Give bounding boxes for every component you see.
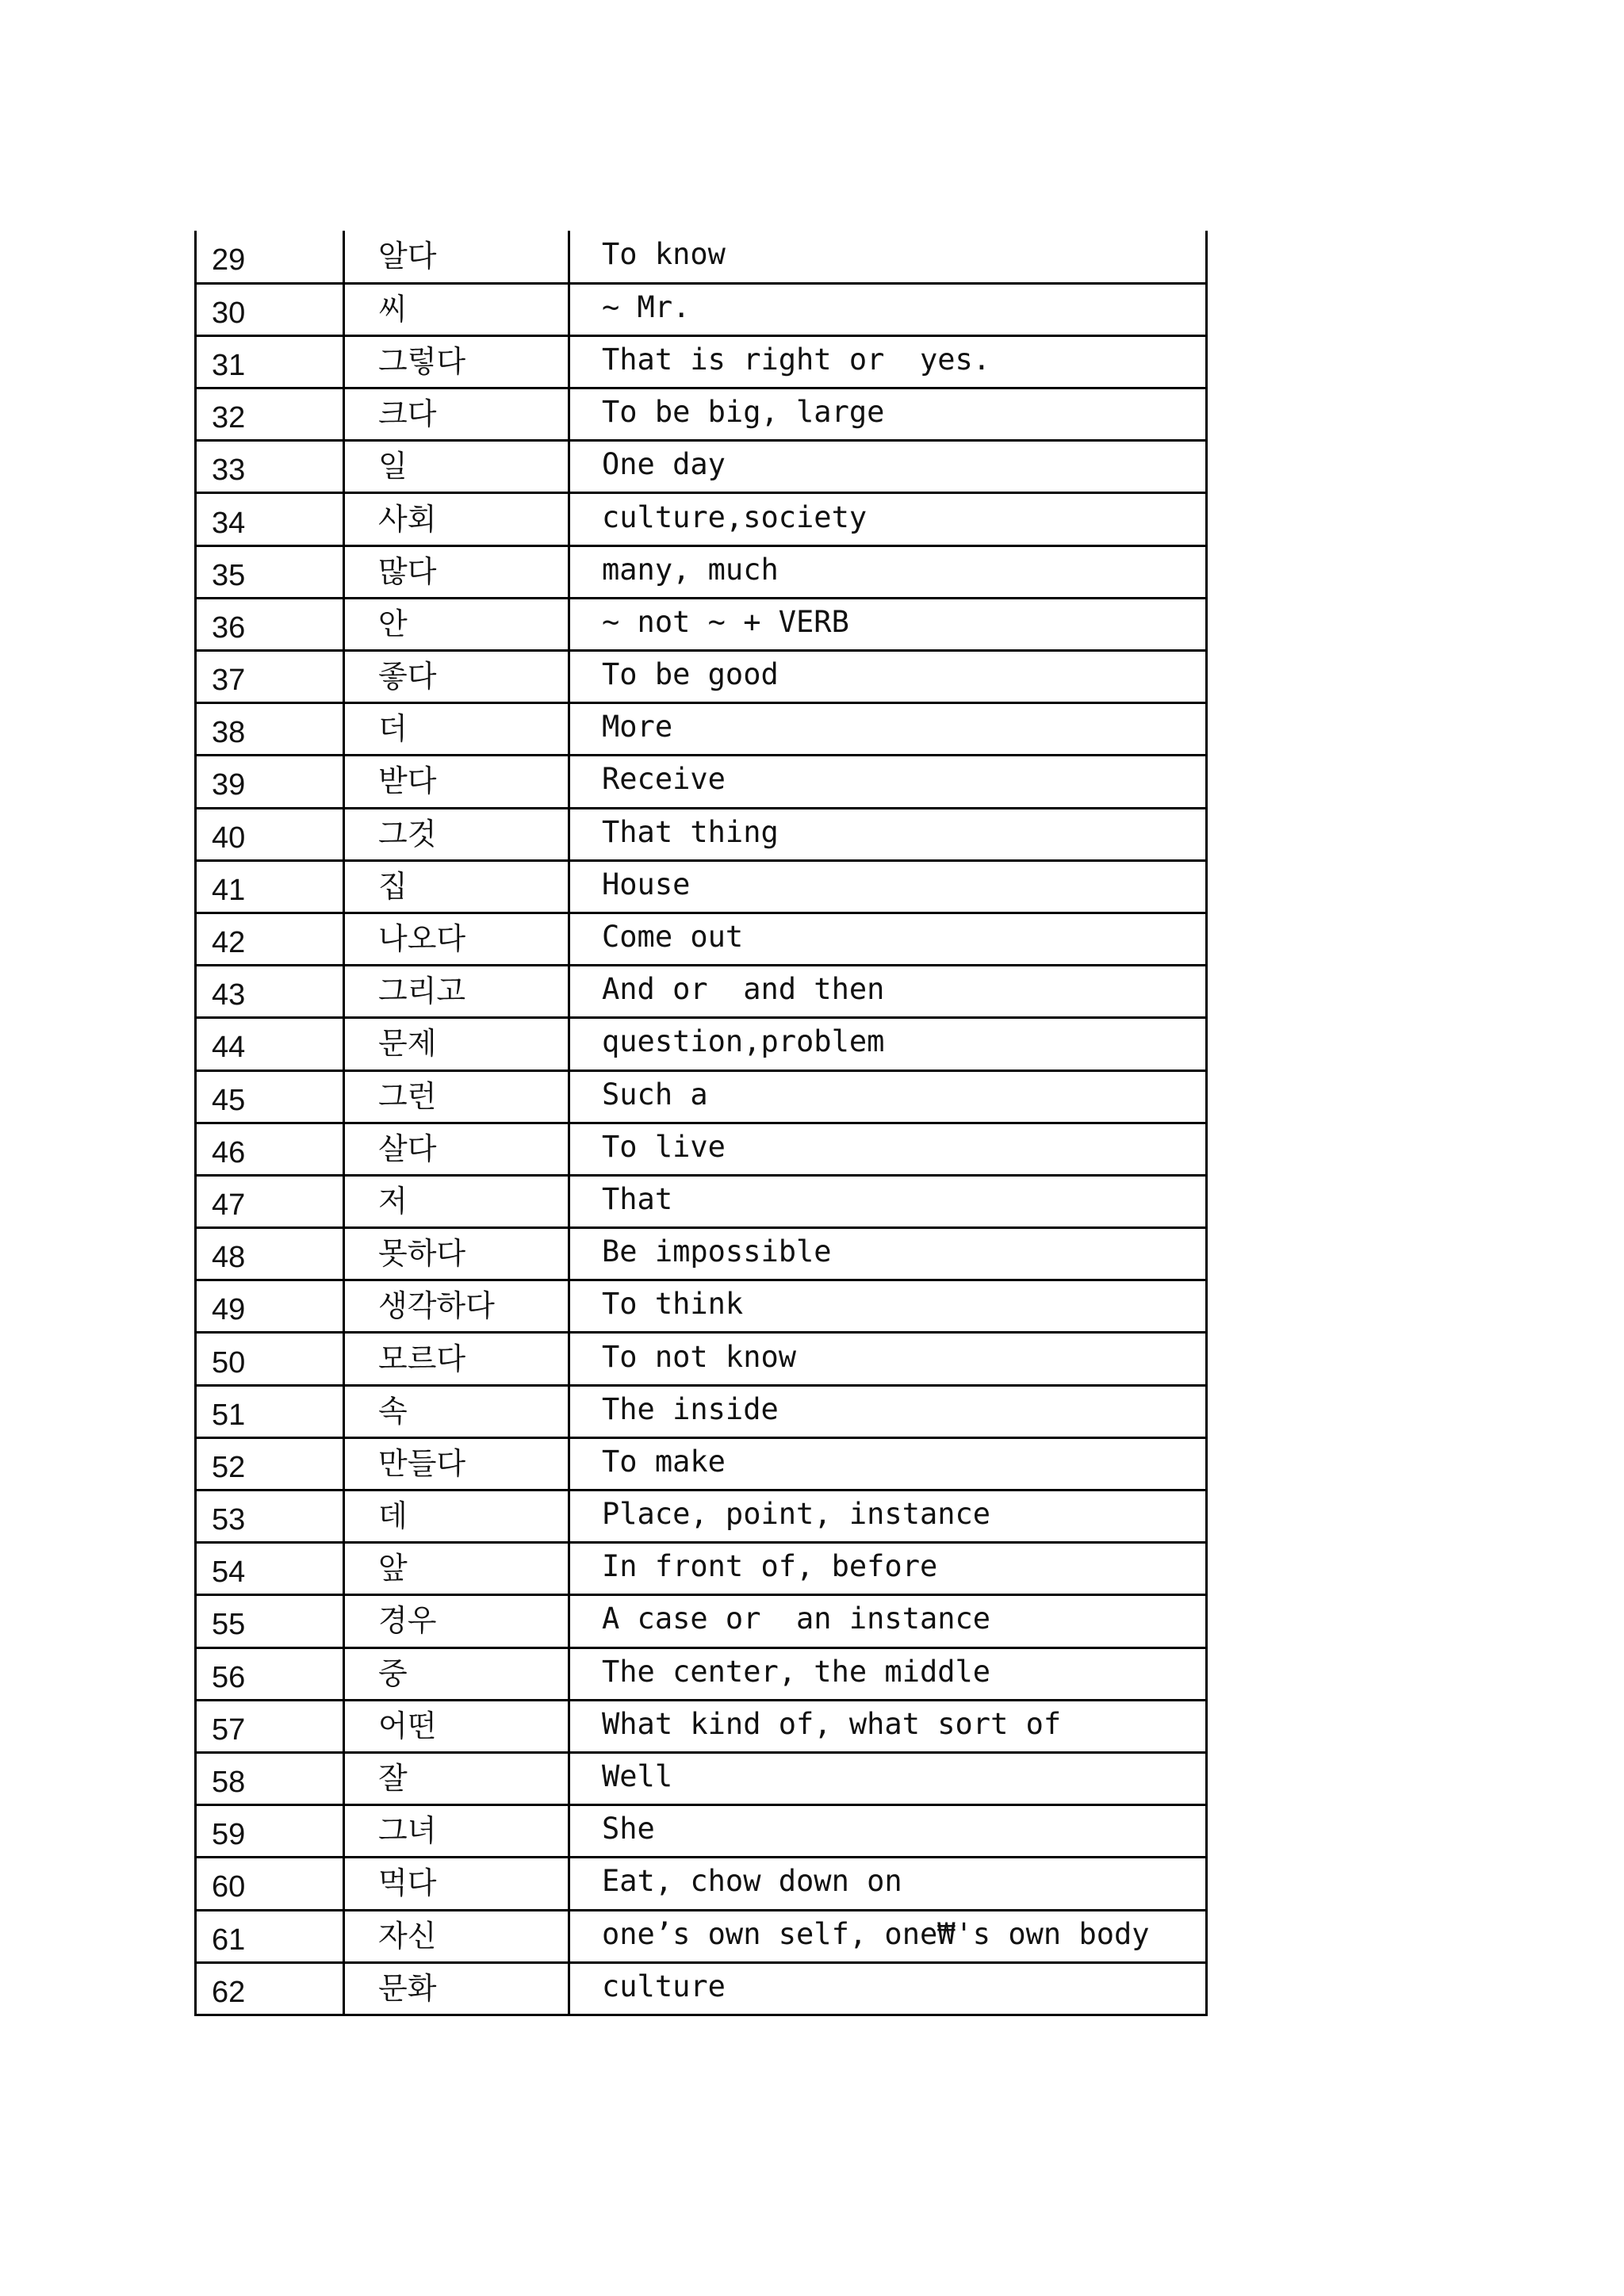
korean-word: 저 xyxy=(344,1175,569,1227)
korean-word: 잘 xyxy=(344,1752,569,1804)
entry-number: 37 xyxy=(196,651,344,703)
korean-word: 데 xyxy=(344,1490,569,1543)
entry-number: 29 xyxy=(196,231,344,283)
entry-number: 40 xyxy=(196,808,344,860)
table-row xyxy=(196,1333,1207,1385)
korean-word: 문화 xyxy=(344,1962,569,2015)
table-row xyxy=(196,598,1207,650)
table-row xyxy=(196,860,1207,913)
table-row xyxy=(196,1962,1207,2015)
entry-number: 60 xyxy=(196,1858,344,1910)
english-meaning: Well xyxy=(569,1752,1207,1804)
entry-number: 48 xyxy=(196,1228,344,1280)
korean-word: 생각하다 xyxy=(344,1280,569,1333)
korean-word: 크다 xyxy=(344,388,569,441)
entry-number: 31 xyxy=(196,335,344,388)
table-row xyxy=(196,388,1207,441)
vocabulary-table xyxy=(194,231,1208,2016)
table-row xyxy=(196,703,1207,756)
english-meaning: To not know xyxy=(569,1333,1207,1385)
table-row xyxy=(196,493,1207,545)
korean-word: 그렇다 xyxy=(344,335,569,388)
korean-word: 좋다 xyxy=(344,651,569,703)
korean-word: 살다 xyxy=(344,1123,569,1175)
korean-word: 많다 xyxy=(344,545,569,598)
korean-word: 그런 xyxy=(344,1070,569,1123)
korean-word: 사회 xyxy=(344,493,569,545)
table-row xyxy=(196,1228,1207,1280)
entry-number: 44 xyxy=(196,1018,344,1070)
korean-word: 그녀 xyxy=(344,1805,569,1858)
entry-number: 51 xyxy=(196,1385,344,1437)
entry-number: 56 xyxy=(196,1647,344,1700)
korean-word: 경우 xyxy=(344,1595,569,1647)
entry-number: 59 xyxy=(196,1805,344,1858)
korean-word: 어떤 xyxy=(344,1700,569,1752)
entry-number: 39 xyxy=(196,756,344,808)
entry-number: 34 xyxy=(196,493,344,545)
table-row xyxy=(196,1385,1207,1437)
korean-word: 중 xyxy=(344,1647,569,1700)
entry-number: 43 xyxy=(196,966,344,1018)
table-row xyxy=(196,1910,1207,1962)
korean-word: 속 xyxy=(344,1385,569,1437)
entry-number: 61 xyxy=(196,1910,344,1962)
korean-word: 받다 xyxy=(344,756,569,808)
entry-number: 30 xyxy=(196,283,344,335)
table-row xyxy=(196,1175,1207,1227)
table-row xyxy=(196,441,1207,493)
korean-word: 문제 xyxy=(344,1018,569,1070)
english-meaning: To live xyxy=(569,1123,1207,1175)
english-meaning: culture,society xyxy=(569,493,1207,545)
english-meaning: Place, point, instance xyxy=(569,1490,1207,1543)
english-meaning: culture xyxy=(569,1962,1207,2015)
english-meaning: One day xyxy=(569,441,1207,493)
korean-word: 나오다 xyxy=(344,913,569,965)
english-meaning: Be impossible xyxy=(569,1228,1207,1280)
table-row xyxy=(196,231,1207,283)
english-meaning: To know xyxy=(569,231,1207,283)
korean-word: 일 xyxy=(344,441,569,493)
korean-word: 못하다 xyxy=(344,1228,569,1280)
table-row xyxy=(196,1018,1207,1070)
table-row xyxy=(196,651,1207,703)
table-row xyxy=(196,1437,1207,1490)
english-meaning: To be good xyxy=(569,651,1207,703)
entry-number: 49 xyxy=(196,1280,344,1333)
table-row xyxy=(196,1805,1207,1858)
table-row xyxy=(196,1543,1207,1595)
english-meaning: To be big, large xyxy=(569,388,1207,441)
vocabulary-table-body xyxy=(196,231,1207,2015)
english-meaning: To think xyxy=(569,1280,1207,1333)
table-row xyxy=(196,1752,1207,1804)
english-meaning: That xyxy=(569,1175,1207,1227)
korean-word: 자신 xyxy=(344,1910,569,1962)
entry-number: 35 xyxy=(196,545,344,598)
entry-number: 55 xyxy=(196,1595,344,1647)
english-meaning: Such a xyxy=(569,1070,1207,1123)
entry-number: 36 xyxy=(196,598,344,650)
entry-number: 52 xyxy=(196,1437,344,1490)
table-row xyxy=(196,966,1207,1018)
korean-word: 만들다 xyxy=(344,1437,569,1490)
korean-word: 앞 xyxy=(344,1543,569,1595)
english-meaning: The inside xyxy=(569,1385,1207,1437)
table-row xyxy=(196,335,1207,388)
table-row xyxy=(196,756,1207,808)
english-meaning: House xyxy=(569,860,1207,913)
table-row xyxy=(196,283,1207,335)
entry-number: 47 xyxy=(196,1175,344,1227)
english-meaning: That thing xyxy=(569,808,1207,860)
english-meaning: Come out xyxy=(569,913,1207,965)
table-row xyxy=(196,1858,1207,1910)
korean-word: 집 xyxy=(344,860,569,913)
entry-number: 38 xyxy=(196,703,344,756)
table-row xyxy=(196,913,1207,965)
table-row xyxy=(196,808,1207,860)
table-row xyxy=(196,1070,1207,1123)
entry-number: 57 xyxy=(196,1700,344,1752)
english-meaning: And or and then xyxy=(569,966,1207,1018)
entry-number: 46 xyxy=(196,1123,344,1175)
korean-word: 더 xyxy=(344,703,569,756)
english-meaning: question,problem xyxy=(569,1018,1207,1070)
table-row xyxy=(196,1490,1207,1543)
english-meaning: She xyxy=(569,1805,1207,1858)
english-meaning: What kind of, what sort of xyxy=(569,1700,1207,1752)
korean-word: 알다 xyxy=(344,231,569,283)
english-meaning: In front of, before xyxy=(569,1543,1207,1595)
english-meaning: To make xyxy=(569,1437,1207,1490)
korean-word: 씨 xyxy=(344,283,569,335)
entry-number: 41 xyxy=(196,860,344,913)
korean-word: 그리고 xyxy=(344,966,569,1018)
english-meaning: That is right or yes. xyxy=(569,335,1207,388)
entry-number: 42 xyxy=(196,913,344,965)
english-meaning: The center, the middle xyxy=(569,1647,1207,1700)
table-row xyxy=(196,1647,1207,1700)
table-row xyxy=(196,1123,1207,1175)
english-meaning: Receive xyxy=(569,756,1207,808)
korean-word: 그것 xyxy=(344,808,569,860)
english-meaning: Eat, chow down on xyxy=(569,1858,1207,1910)
english-meaning: More xyxy=(569,703,1207,756)
english-meaning: one’s own self, one₩'s own body xyxy=(569,1910,1207,1962)
entry-number: 50 xyxy=(196,1333,344,1385)
table-row xyxy=(196,1280,1207,1333)
english-meaning: ~ not ~ + VERB xyxy=(569,598,1207,650)
korean-word: 모르다 xyxy=(344,1333,569,1385)
table-row xyxy=(196,1700,1207,1752)
entry-number: 32 xyxy=(196,388,344,441)
table-row xyxy=(196,545,1207,598)
english-meaning: many, much xyxy=(569,545,1207,598)
entry-number: 45 xyxy=(196,1070,344,1123)
entry-number: 53 xyxy=(196,1490,344,1543)
english-meaning: A case or an instance xyxy=(569,1595,1207,1647)
entry-number: 33 xyxy=(196,441,344,493)
korean-word: 안 xyxy=(344,598,569,650)
korean-word: 먹다 xyxy=(344,1858,569,1910)
english-meaning: ~ Mr. xyxy=(569,283,1207,335)
entry-number: 58 xyxy=(196,1752,344,1804)
entry-number: 54 xyxy=(196,1543,344,1595)
entry-number: 62 xyxy=(196,1962,344,2015)
table-row xyxy=(196,1595,1207,1647)
